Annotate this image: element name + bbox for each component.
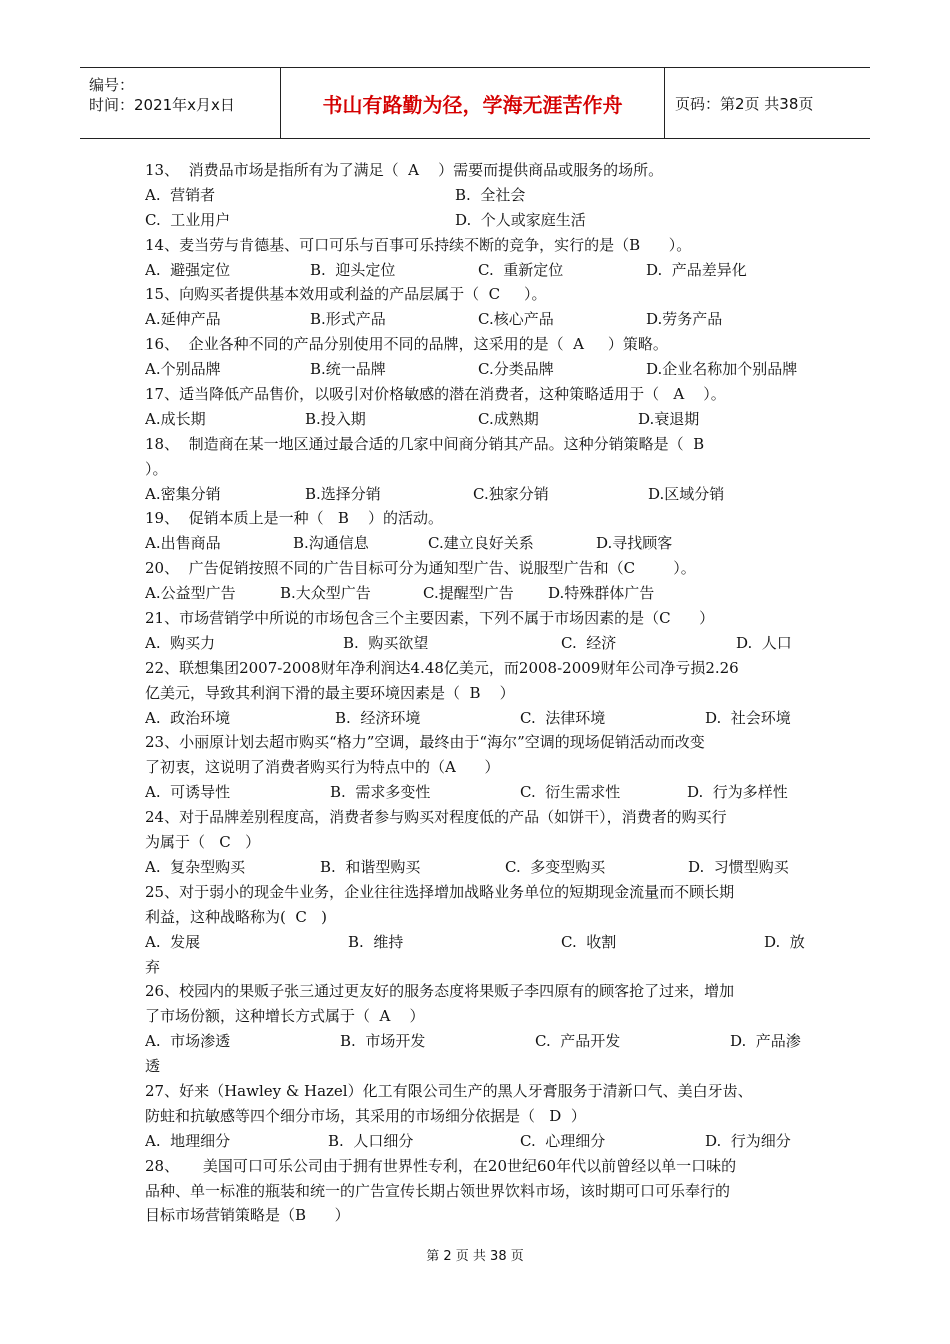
options-row <box>145 258 807 283</box>
answer-option: D.区域分销 <box>648 484 725 503</box>
answer-option: D. 行为多样性 <box>687 783 788 802</box>
options-row <box>145 855 807 880</box>
answer-option: C. 心理细分 <box>520 1131 606 1150</box>
page-header <box>80 67 870 139</box>
motto: 书山有路勤为径，学海无涯苦作舟 <box>281 68 665 138</box>
answer-option: A.密集分销 <box>145 484 221 503</box>
answer-option: B. 购买欲望 <box>343 633 429 652</box>
answer-option: A. 政治环境 <box>145 708 231 727</box>
answer-option: D.特殊群体广告 <box>548 584 655 603</box>
answer-option: C. 重新定位 <box>478 260 564 279</box>
options-row <box>145 706 807 731</box>
question-text-line: 目标市场营销策略是（B ） <box>145 1206 350 1225</box>
question-text-line: 了初衷，这说明了消费者购买行为特点中的（A ） <box>145 758 500 777</box>
answer-option: A.个别品牌 <box>145 360 221 379</box>
answer-option: D.衰退期 <box>638 409 700 428</box>
question-text-line: 22、联想集团2007-2008财年净利润达4.48亿美元，而2008-2009财年公司净亏损2.26 <box>145 658 739 677</box>
question-text-line: 品种、单一标准的瓶装和统一的广告宣传长期占领世界饮料市场，该时期可口可乐奉行的 <box>145 1181 731 1200</box>
answer-option: D. 行为细分 <box>705 1131 791 1150</box>
answer-option: A. 购买力 <box>145 633 216 652</box>
question-text-line: 27、好来（Hawley & Hazel）化工有限公司生产的黑人牙膏服务于清新口气、美白牙齿、 <box>145 1081 753 1100</box>
options-row <box>145 631 807 656</box>
answer-option: B. 迎头定位 <box>310 260 396 279</box>
options-row <box>145 1129 807 1154</box>
answer-option: A. 发展 <box>145 932 201 951</box>
answer-option: C.提醒型广告 <box>423 584 514 603</box>
question-text-line: 28、 美国可口可乐公司由于拥有世界性专利，在20世纪60年代以前曾经以单一口味的 <box>145 1156 737 1175</box>
question-text-line: 利益，这种战略称为( C ) <box>145 907 328 926</box>
question-text-line: 23、小丽原计划去超市购买“格力”空调，最终由于“海尔”空调的现场促销活动而改变 <box>145 733 705 752</box>
options-row <box>145 930 807 955</box>
options-row <box>145 531 807 556</box>
answer-option: B.沟通信息 <box>293 534 369 553</box>
answer-option: B. 全社会 <box>455 185 526 204</box>
answer-option: C. 经济 <box>561 633 617 652</box>
answer-option: A. 市场渗透 <box>145 1032 231 1051</box>
answer-option: C. 工业用户 <box>145 210 231 229</box>
question-text-line: 亿美元，导致其利润下滑的最主要环境因素是（ B ） <box>145 683 515 702</box>
answer-option: D.企业名称加个别品牌 <box>646 360 798 379</box>
question-list <box>145 158 807 1228</box>
answer-option: B. 和谐型购买 <box>320 857 421 876</box>
answer-option: B.选择分销 <box>305 484 381 503</box>
answer-option: C. 法律环境 <box>520 708 606 727</box>
options-row <box>145 307 807 332</box>
answer-option: D.劳务产品 <box>646 310 723 329</box>
answer-option: B.形式产品 <box>310 310 386 329</box>
question-text-line: 了市场份额，这种增长方式属于（ A ） <box>145 1007 425 1026</box>
answer-option: B. 经济环境 <box>335 708 421 727</box>
question-text-line: 17、适当降低产品售价，以吸引对价格敏感的潜在消费者，这种策略适用于（ A ）。 <box>145 385 726 404</box>
answer-option: B.大众型广告 <box>280 584 371 603</box>
question-text-line: 透 <box>145 1057 161 1076</box>
question-text-line: 弃 <box>145 957 161 976</box>
question-text-line: 16、 企业各种不同的产品分别使用不同的品牌，这采用的是（ A ）策略。 <box>145 335 668 354</box>
options-row <box>145 581 807 606</box>
answer-option: C. 收割 <box>561 932 617 951</box>
answer-option: D. 人口 <box>736 633 792 652</box>
answer-option: B.统一品牌 <box>310 360 386 379</box>
question-text-line: 为属于（ C ） <box>145 833 261 852</box>
answer-option: A.成长期 <box>145 409 206 428</box>
options-row <box>145 482 807 507</box>
answer-option: B. 市场开发 <box>340 1032 426 1051</box>
answer-option: A. 避强定位 <box>145 260 231 279</box>
answer-option: C.核心产品 <box>478 310 554 329</box>
answer-option: C. 衍生需求性 <box>520 783 621 802</box>
answer-option: C.建立良好关系 <box>428 534 534 553</box>
question-text-line: 13、 消费品市场是指所有为了满足（ A ）需要而提供商品或服务的场所。 <box>145 161 664 179</box>
page-number-label: 页码：第2页 共38页 <box>675 94 814 113</box>
answer-option: D. 习惯型购买 <box>688 857 789 876</box>
answer-option: D. 放 <box>764 932 805 951</box>
answer-option: A.出售商品 <box>145 534 221 553</box>
question-text-line: 24、对于品牌差别程度高，消费者参与购买对程度低的产品（如饼干），消费者的购买行 <box>145 808 727 827</box>
answer-option: A.延伸产品 <box>145 310 221 329</box>
date-label: 时间：2021年x月x日 <box>89 96 235 114</box>
question-text-line: 19、 促销本质上是一种（ B ）的活动。 <box>145 509 444 528</box>
question-text-line: 25、对于弱小的现金牛业务，企业往往选择增加战略业务单位的短期现金流量而不顾长期 <box>145 882 735 901</box>
answer-option: C.独家分销 <box>473 484 549 503</box>
answer-option: B. 人口细分 <box>328 1131 414 1150</box>
options-row <box>145 183 807 208</box>
answer-option: D.寻找顾客 <box>596 534 673 553</box>
options-row <box>145 357 807 382</box>
answer-option: C. 多变型购买 <box>505 857 606 876</box>
options-row <box>145 780 807 805</box>
number-label: 编号： <box>89 76 135 94</box>
options-row <box>145 1029 807 1054</box>
options-row <box>145 407 807 432</box>
question-text-line: 26、校园内的果贩子张三通过更友好的服务态度将果贩子李四原有的顾客抢了过来，增加 <box>145 982 735 1001</box>
options-row <box>145 208 807 233</box>
answer-option: A. 地理细分 <box>145 1131 231 1150</box>
answer-option: C.成熟期 <box>478 409 539 428</box>
answer-option: D. 个人或家庭生活 <box>455 210 586 229</box>
answer-option: A.公益型广告 <box>145 584 236 603</box>
answer-option: D. 社会环境 <box>705 708 791 727</box>
question-text-line: 15、向购买者提供基本效用或利益的产品层属于（ C ）。 <box>145 285 547 304</box>
header-info-cell <box>80 68 281 138</box>
question-text-line: 防蛀和抗敏感等四个细分市场，其采用的市场细分依据是（ D ） <box>145 1106 586 1125</box>
answer-option: C. 产品开发 <box>535 1032 621 1051</box>
answer-option: D. 产品渗 <box>730 1032 801 1051</box>
question-text-line: ）。 <box>145 459 168 478</box>
question-text-line: 14、麦当劳与肯德基、可口可乐与百事可乐持续不断的竞争，实行的是（B ）。 <box>145 235 692 254</box>
answer-option: C.分类品牌 <box>478 360 554 379</box>
answer-option: A. 营销者 <box>145 185 216 204</box>
answer-option: A. 可诱导性 <box>145 783 231 802</box>
question-text-line: 18、 制造商在某一地区通过最合适的几家中间商分销其产品。这种分销策略是（ B <box>145 434 705 453</box>
answer-option: B. 需求多变性 <box>330 783 431 802</box>
question-text-line: 20、 广告促销按照不同的广告目标可分为通知型广告、说服型广告和（C ）。 <box>145 559 696 578</box>
page-footer: 第 2 页 共 38 页 <box>426 1249 524 1264</box>
question-text-line: 21、市场营销学中所说的市场包含三个主要因素，下列不属于市场因素的是（C ） <box>145 609 715 628</box>
answer-option: B. 维持 <box>348 932 404 951</box>
answer-option: B.投入期 <box>305 409 366 428</box>
answer-option: D. 产品差异化 <box>646 260 747 279</box>
answer-option: A. 复杂型购买 <box>145 857 246 876</box>
